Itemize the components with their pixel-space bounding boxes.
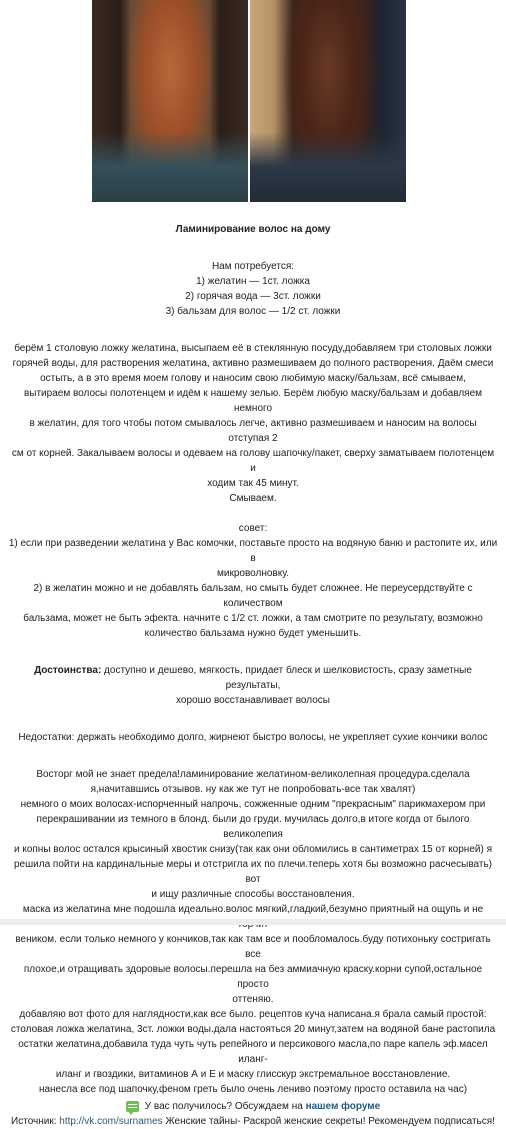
instruction-line: в желатин, для того чтобы потом смывалось легче, активно размешиваем и наносим на волосы отступая 2	[29, 418, 477, 444]
advice-heading: совет:	[238, 523, 268, 534]
advice-line: 2) в желатин можно и не добавлять бальзам, но смыть будет сложнее. Не переусердствуйте с количеством	[33, 583, 473, 609]
instruction-line: берём 1 столовую ложку желатина, высыпаем её в стеклянную посуду,добавляем три столовых ложки	[14, 343, 492, 354]
review-line: я,начитавшись отзывов. ну как же тут не попробовать-все так хвалят)	[90, 784, 416, 795]
source-link[interactable]: http://vk.com/surnames	[59, 1116, 163, 1127]
post-title: Ламинирование волос на дому	[175, 224, 331, 235]
instruction-line: вытираем волосы полотенцем и идём к нашему зелью. Берём любую маску/бальзам и добавляем немного	[23, 388, 483, 414]
pros-label: Достоинства:	[34, 665, 102, 676]
pros-text: доступно и дешево, мягкость, придает блеск и шелковистость, сразу заметные результаты,	[101, 665, 472, 691]
review-line: и ищу различные способы восстановления.	[151, 889, 355, 900]
review-line: нанесла все под шапочку,феном греть было очень лениво поэтому просто оставила на час)	[38, 1084, 468, 1095]
needs-item: 3) бальзам для волос — 1/2 ст. ложки	[165, 306, 341, 317]
source-text: Женские тайны- Раскрой женские секреты! Рекомендуем подписаться!	[162, 1116, 495, 1127]
review-line: и копны волос остался крысиный хвостик снизу(так как они обломились в сантиметрах 15 от корней) я	[13, 844, 493, 855]
source-label: Источник:	[11, 1116, 60, 1127]
advice-line: 1) если при разведении желатина у Вас комочки, поставьте просто на водяную баню и растопите их, или в	[8, 538, 498, 564]
advice-line: количество бальзама нужно будет уменьшить.	[144, 628, 362, 639]
review-line: немного о моих волосах-испорченный напрочь, сожженные одним "прекрасным" парикмахером при	[20, 799, 486, 810]
hair-after-photo	[250, 0, 406, 202]
forum-link[interactable]: нашем форуме	[305, 1101, 381, 1112]
review-line: иланг и гвоздики, витаминов А и Е и маску глисскур экстремальное восстановление.	[55, 1069, 451, 1080]
review-line: добавляю вот фото для наглядности,как все было. рецептов куча написана.я брала самый простой:	[19, 1009, 487, 1020]
review-line: Восторг мой не знает предела!ламинирование желатином-великолепная процедура.сделала	[36, 769, 470, 780]
review-line: веником. если только немного у кончиков,так как там все и пообломалось.буду потихоньку состригать все	[15, 934, 491, 960]
instruction-line: ходим так 45 минут.	[207, 478, 299, 489]
instruction-line: см от корней. Закалываем волосы и одеваем на голову шапочку/пакет, сверху заматываем полотенцем и	[11, 448, 495, 474]
post-text	[8, 218, 498, 1129]
advice-line: бальзама, может не быть эфекта. начните с 1/2 ст. ложки, а там смотрите по результату, возможно	[23, 613, 483, 624]
chat-bubble-icon	[126, 1101, 139, 1112]
pros-line	[8, 663, 498, 693]
forum-text: У вас получилось? Обсуждаем на нашем форуме	[144, 1101, 381, 1112]
needs-heading: Нам потребуется:	[211, 261, 295, 272]
review-line: решила пойти на кардинальные меры и отстригла их по плечи.теперь хотя бы возможно расчесывать) вот	[14, 859, 492, 885]
needs-item: 2) горячая вода — 3ст. ложки	[185, 291, 321, 302]
review-line: столовая ложка желатина, 3ст. ложки воды.дала настояться 20 минут,затем на водяной бане растопила	[10, 1024, 496, 1035]
instruction-line: остыть, а в это время моем голову и наносим свою любимую маску/бальзам, всё смываем,	[40, 373, 466, 384]
pros-line-2: хорошо восстанавливает волосы	[176, 695, 330, 706]
bottom-divider	[0, 919, 506, 925]
advice-line: микроволновку.	[217, 568, 289, 579]
review-line: оттеняю.	[232, 994, 274, 1005]
review-line: плохое,и отращивать здоровые волосы.перешла на без аммиачную краску.корни супой,остальное просто	[23, 964, 483, 990]
before-after-photos	[92, 0, 406, 202]
source-line	[8, 1114, 498, 1129]
review-line: перекрашивании из темного в блонд. были до груди. мучилась долго,в итоге когда от былого великолепия	[36, 814, 470, 840]
instruction-line: горячей воды, для растворения желатина, активно размешиваем до полного растворения. Даём смеси	[12, 358, 494, 369]
review-line: остатки желатина,добавила туда чуть чуть репейного и персикового масла,по паре капель эф.масел иланг-	[18, 1039, 488, 1065]
instruction-line: Смываем.	[229, 493, 277, 504]
hair-before-photo	[92, 0, 248, 202]
cons-line: Недостатки: держать необходимо долго, жирнеют быстро волосы, не укрепляет сухие кончики волос	[18, 732, 488, 743]
needs-item: 1) желатин — 1ст. ложка	[196, 276, 310, 287]
forum-line	[8, 1099, 498, 1114]
review-line: маска из желатина мне подошла идеально.волос мягкий,гладкий,безумно приятный на ощупь и не	[22, 904, 484, 915]
